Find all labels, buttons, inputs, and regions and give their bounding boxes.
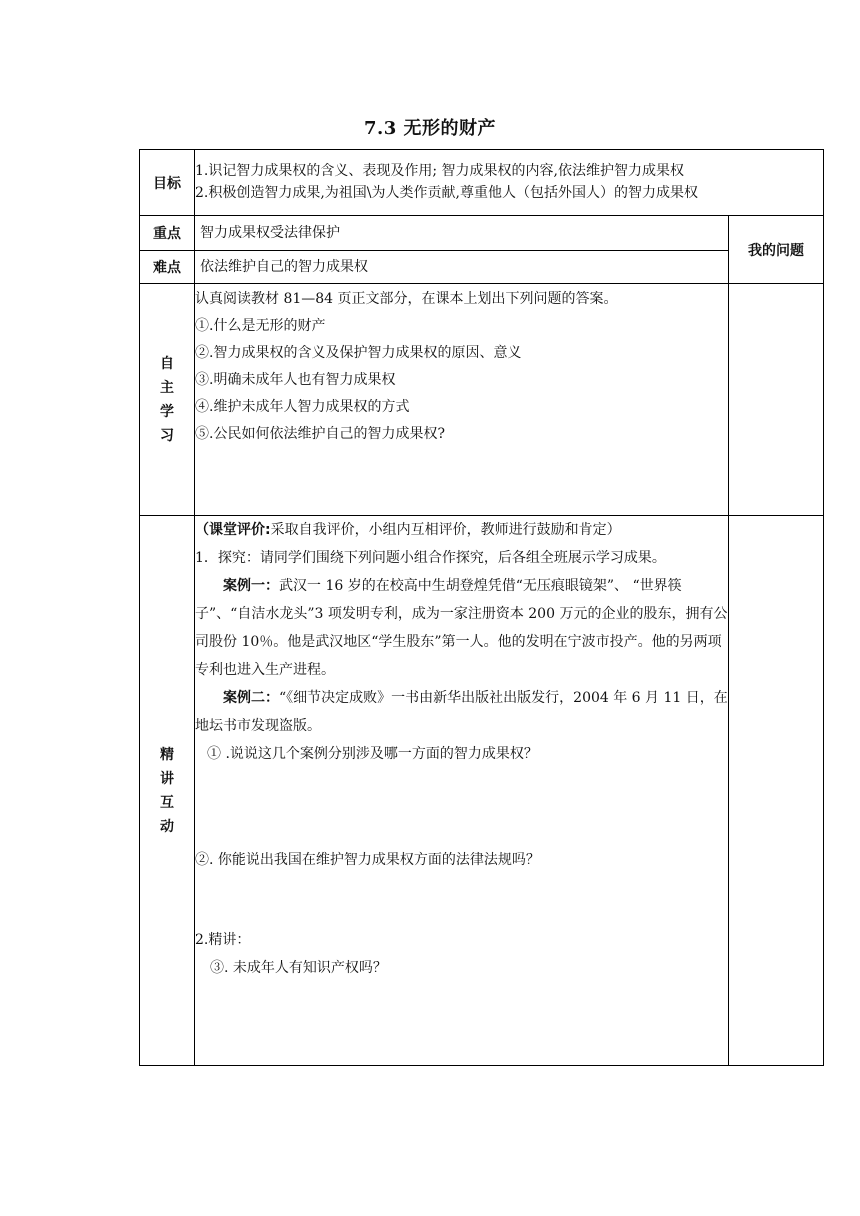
self-study-label-char: 主 <box>160 379 174 396</box>
difficulty-content: 依法维护自己的智力成果权 <box>195 251 729 284</box>
self-study-label-char: 习 <box>160 427 174 444</box>
question-two: ②. 你能说出我国在维护智力成果权方面的法律法规吗？ <box>195 852 540 868</box>
self-study-line: ①.什么是无形的财产 <box>195 318 326 334</box>
goal-line: 1.识记智力成果权的含义、表现及作用; 智力成果权的内容,依法维护智力成果权 <box>195 163 684 179</box>
interaction-label-char: 精 <box>160 746 174 763</box>
evaluation-prefix: （课堂评价: <box>195 522 271 538</box>
answer-space <box>195 768 728 846</box>
self-study-row <box>140 284 824 516</box>
interaction-notes-cell <box>729 516 824 1066</box>
answer-space <box>195 874 728 926</box>
difficulty-row <box>140 251 824 284</box>
goal-line: 2.积极创造智力成果,为祖国\为人类作贡献,尊重他人（包括外国人）的智力成果权 <box>195 185 698 201</box>
explore-line: 1．探究：请同学们围绕下列问题小组合作探究，后各组全班展示学习成果。 <box>195 550 666 566</box>
self-study-line: ⑤.公民如何依法维护自己的智力成果权? <box>195 426 445 442</box>
page-title: 7.3 无形的财产 <box>363 118 497 139</box>
evaluation-line <box>195 516 728 544</box>
goal-content <box>195 150 824 216</box>
evaluation-text: 采取自我评价，小组内互相评价，教师进行鼓励和肯定） <box>270 522 621 538</box>
lesson-plan-table <box>139 149 824 1066</box>
difficulty-label: 难点 <box>140 251 195 284</box>
self-study-notes-cell <box>729 284 824 516</box>
self-study-content <box>195 284 729 516</box>
key-point-content: 智力成果权受法律保护 <box>195 216 729 251</box>
goal-row <box>140 150 824 216</box>
case-one <box>195 572 728 684</box>
interaction-label-char: 互 <box>160 794 174 811</box>
interaction-label <box>140 516 195 1066</box>
self-study-label-char: 学 <box>160 403 174 420</box>
interaction-label-char: 动 <box>160 818 174 835</box>
interaction-label-char: 讲 <box>160 770 174 787</box>
key-point-label: 重点 <box>140 216 195 251</box>
case-two-text: “《细节决定成败》一书由新华出版社出版发行，2004 年 6 月 11 日，在地坛书市发现盗版。 <box>195 690 728 734</box>
self-study-line: ③.明确未成年人也有智力成果权 <box>195 372 396 388</box>
self-study-line: 认真阅读教材 81—84 页正文部分，在课本上划出下列问题的答案。 <box>195 291 618 307</box>
key-point-row <box>140 216 824 251</box>
self-study-label <box>140 284 195 516</box>
question-three: ③. 未成年人有知识产权吗？ <box>210 960 387 976</box>
interaction-content <box>195 516 729 1066</box>
case-two-label: 案例二： <box>223 690 279 706</box>
case-one-text: 武汉一 16 岁的在校高中生胡登煌凭借“无压痕眼镜架”、 “世界筷子”、“自洁水龙头”3 项发明专利，成为一家注册资本 200 万元的企业的股东，拥有公司股份 10％。他是武汉地区“学生股东”第一人。他的发明在宁波市投产。他的另两项专利也进入生产进程。 <box>195 578 728 678</box>
self-study-label-char: 自 <box>160 355 174 372</box>
question-one: ① .说说这几个案例分别涉及哪一方面的智力成果权？ <box>207 746 538 762</box>
case-one-label: 案例一： <box>223 578 279 594</box>
lecture-heading: 2.精讲： <box>195 932 251 948</box>
my-questions-label: 我的问题 <box>729 216 824 284</box>
interaction-row <box>140 516 824 1066</box>
case-two <box>195 684 728 740</box>
self-study-line: ②.智力成果权的含义及保护智力成果权的原因、意义 <box>195 345 522 361</box>
self-study-line: ④.维护未成年人智力成果权的方式 <box>195 399 410 415</box>
goal-label: 目标 <box>140 150 195 216</box>
